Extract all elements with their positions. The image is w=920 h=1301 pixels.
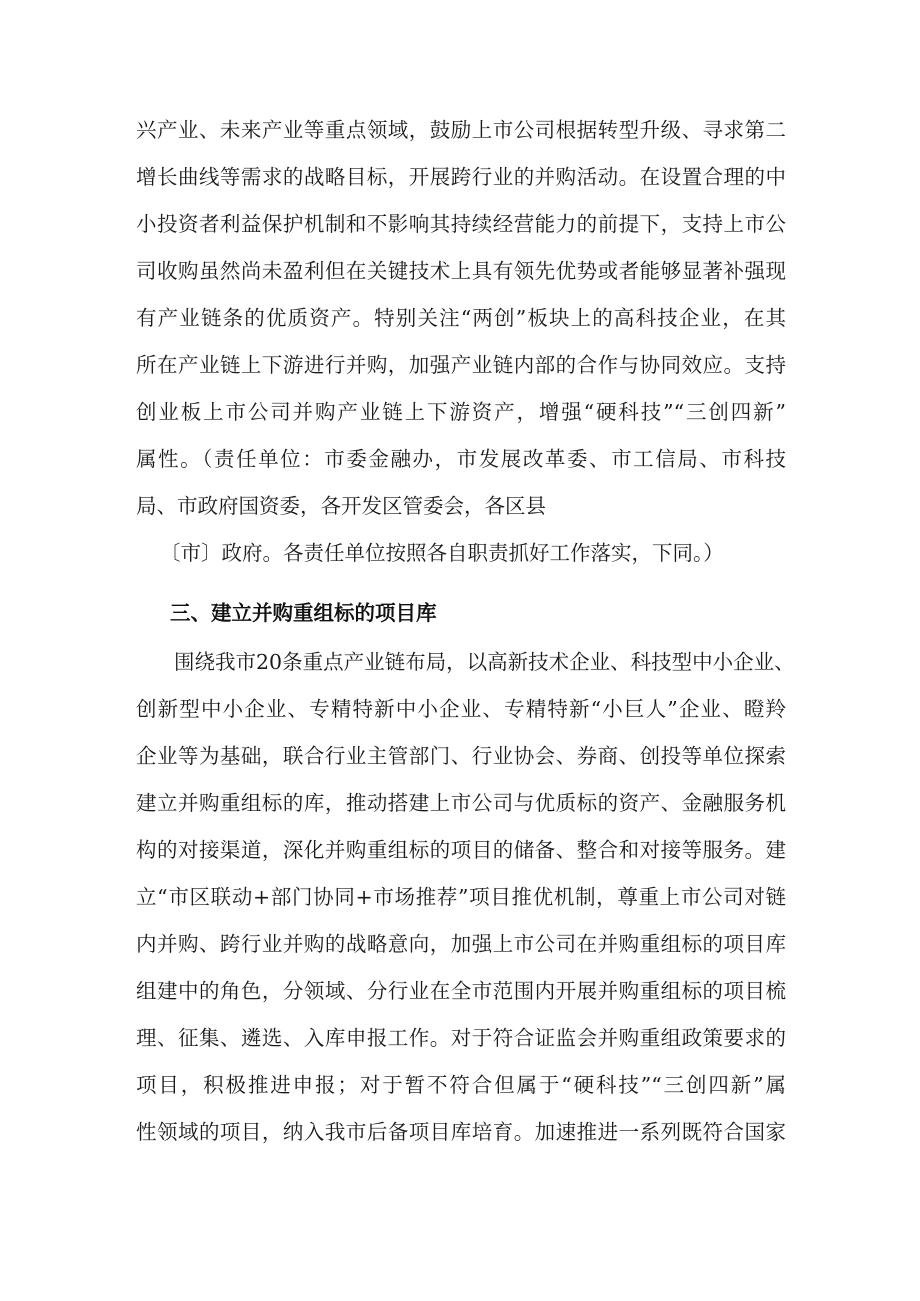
section-3-line-11: 性领域的项目，纳入我市后备项目库培育。加速推进一系列既符合国家	[136, 1120, 786, 1144]
section-3-line-5: 构的对接渠道，深化并购重组标的项目的储备、整合和对接等服务。建	[136, 838, 786, 862]
section-3-line-7: 内并购、跨行业并购的战略意向，加强上市公司在并购重组标的项目库	[136, 932, 786, 956]
paragraph-1-line-4: 司收购虽然尚未盈利但在关键技术上具有领先优势或者能够显著补强现	[136, 259, 786, 283]
section-3-line-10: 项目，积极推进申报；对于暂不符合但属于“硬科技”“三创四新”属	[136, 1073, 786, 1097]
section-3-line-1: 围绕我市20条重点产业链布局，以高新技术企业、科技型中小企业、	[174, 650, 795, 674]
paragraph-1-line-10: 〔市〕政府。各责任单位按照各自职责抓好工作落实，下同。）	[160, 541, 724, 565]
paragraph-1-line-3: 小投资者利益保护机制和不影响其持续经营能力的前提下，支持上市公	[136, 212, 786, 236]
paragraph-1-line-5: 有产业链条的优质资产。特别关注“两创”板块上的高科技企业，在其	[136, 306, 786, 330]
section-3-line-4: 建立并购重组标的库，推动搭建上市公司与优质标的资产、金融服务机	[136, 791, 786, 815]
paragraph-1-line-9: 局、市政府国资委，各开发区管委会，各区县	[136, 494, 546, 518]
paragraph-1-line-6: 所在产业链上下游进行并购，加强产业链内部的合作与协同效应。支持	[136, 353, 786, 377]
section-3-line-8: 组建中的角色，分领域、分行业在全市范围内开展并购重组标的项目梳	[136, 979, 786, 1003]
paragraph-1-line-2: 增长曲线等需求的战略目标，开展跨行业的并购活动。在设置合理的中	[136, 165, 786, 189]
section-3-line-6: 立“市区联动+部门协同+市场推荐”项目推优机制，尊重上市公司对链	[136, 885, 786, 909]
section-3-line-9: 理、征集、遴选、入库申报工作。对于符合证监会并购重组政策要求的	[136, 1026, 786, 1050]
section-3-line-3: 企业等为基础，联合行业主管部门、行业协会、券商、创投等单位探索	[136, 744, 786, 768]
paragraph-1-line-1: 兴产业、未来产业等重点领域，鼓励上市公司根据转型升级、寻求第二	[136, 118, 786, 142]
section-3-line-2: 创新型中小企业、专精特新中小企业、专精特新“小巨人”企业、瞪羚	[136, 697, 786, 721]
section-3-heading: 三、建立并购重组标的项目库	[170, 601, 437, 625]
paragraph-1-line-8: 属性。（责任单位：市委金融办，市发展改革委、市工信局、市科技	[136, 447, 786, 471]
paragraph-1-line-7: 创业板上市公司并购产业链上下游资产，增强“硬科技”“三创四新”	[136, 400, 786, 424]
